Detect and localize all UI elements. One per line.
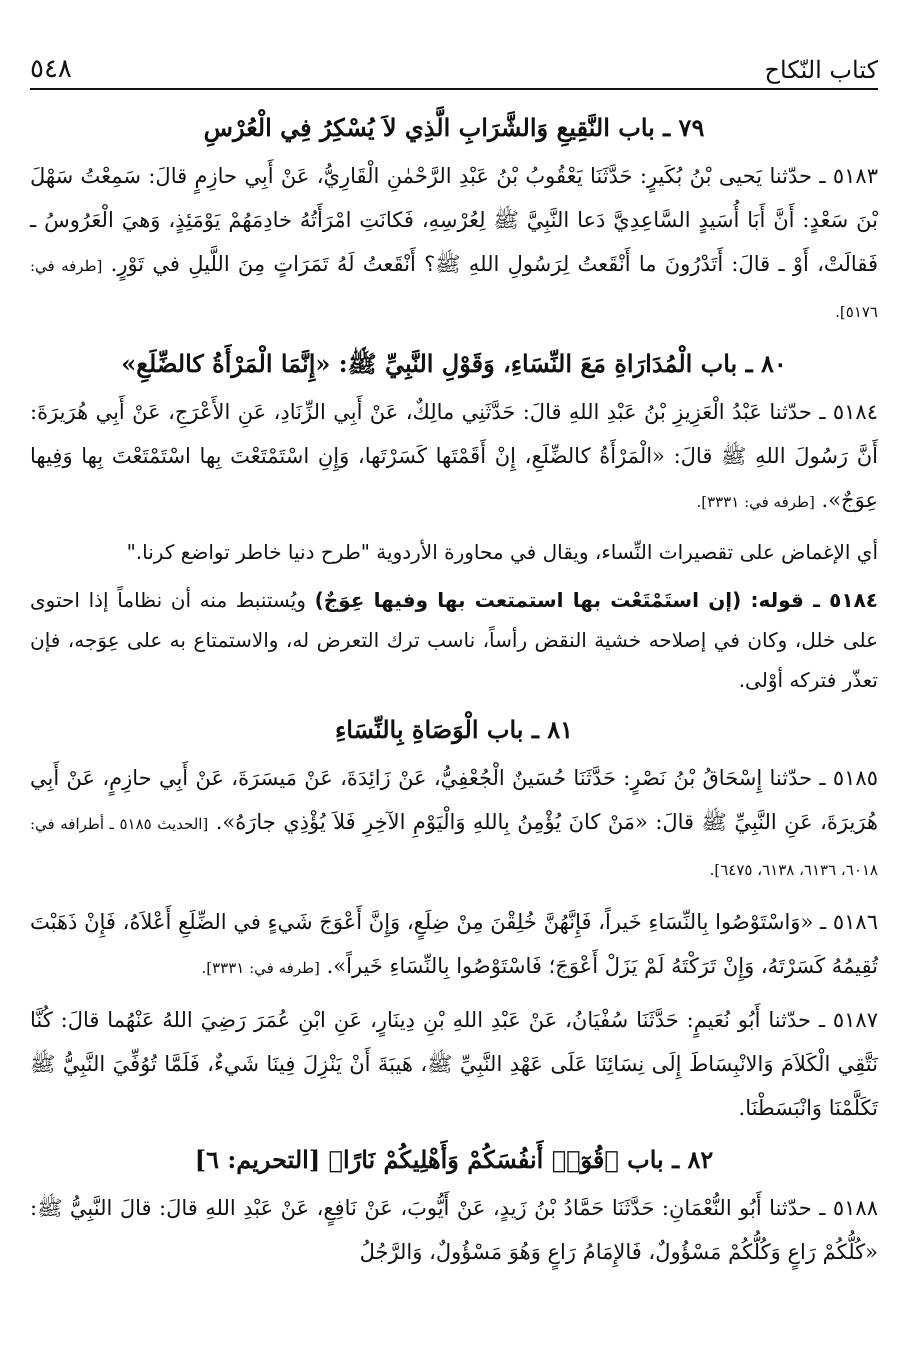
chapter-heading: ٨٢ ـ باب ﴿قُوٓا۟ أَنفُسَكُمْ وَأَهْلِيكُمْ نَارًا﴾ [التحريم: ٦] [194,1145,714,1174]
hadith-text: ٥١٨٤ ـ حدّثنا عَبْدُ الْعَزِيزِ بْنُ عَبْدِ اللهِ قالَ: حَدَّثَنِي مالِكٌ، عَنْ أَبِي الزِّنَادِ، عَنِ الأَعْرَجِ، عَنْ أَبِي هُرَيرَةَ: أَنَّ رَسُولَ اللهِ ﷺ قالَ: «الْمَرْأَةُ كالضِّلَعِ، إِنْ أَقَمْتَها كَسَرْتَها، وَإِنِ اسْتَمْتَعْتَ بِها اسْتَمْتَعْتَ بِها وَفِيها عِوَجٌ». [30,400,878,512]
chapter-heading: ٨١ ـ باب الْوَصَاةِ بِالنِّسَاءِ [334,715,574,744]
commentary-paragraph [30,532,878,572]
commentary-lemma: ٥١٨٤ ـ قوله: (إن استَمْتَعْت بها استمتعت بها وفيها عِوَجٌ) [314,588,878,612]
page-number: ٥٤٨ [30,54,72,84]
chapter-heading: ٨٠ ـ باب الْمُدَارَاةِ مَعَ النِّسَاءِ، وَقَوْلِ النَّبِيِّ ﷺ: «إِنَّمَا الْمَرْأَةُ كالضِّلَعِ» [121,349,787,378]
page-body [30,100,878,1359]
page-header [30,48,878,90]
hadith-paragraph [30,756,878,892]
cross-reference: [طرفه في: ٣٣٣١]. [201,959,320,977]
commentary-paragraph [30,580,878,700]
book-title: كتاب النّكاح [764,56,878,84]
cross-reference: [طرفه في: ٥١٧٦]. [30,257,878,321]
hadith-text: ٥١٨٣ ـ حدّثنا يَحيى بْنُ بُكَيرٍ: حَدَّثَنَا يَعْقُوبُ بْنُ عَبْدِ الرَّحْمٰنِ الْقَارِيُّ، عَنْ أَبِي حازِمٍ قالَ: سَمِعْتُ سَهْلَ بْنَ سَعْدٍ: أَنَّ أَبَا أُسَيدٍ السَّاعِدِيَّ دَعا النَّبِيَّ ﷺ لِعُرْسِهِ، فَكانَتِ امْرَأَتُهُ خادِمَهُمْ يَوْمَئِذٍ، وَهيَ الْعَرُوسُ ـ فَقالَتْ، أَوْ ـ قالَ: أَتَدْرُونَ ما أَنْقَعتُ لِرَسُولِ اللهِ ﷺ؟ أَنْقَعتُ لَهُ تَمَرَاتٍ مِنَ اللَّيلِ في تَوْرٍ. [30,164,878,276]
commentary-text: ويُستنبط منه أن نظاماً إذا احتوى على خلل، وكان في إصلاحه خشية النقض رأساً، ناسب ترك التعرض له، والاستمتاع به على عِوَجه، فإن تعذّر فتركه أوْلى. [30,588,878,692]
hadith-paragraph [30,900,878,990]
chapter-heading: ٧٩ ـ باب النَّقِيعِ وَالشَّرَابِ الَّذِي لاَ يُسْكِرُ فِي الْعُرْسِ [203,113,705,142]
hadith-text: ٥١٨٦ ـ «وَاسْتَوْصُوا بِالنِّسَاءِ خَيراً، فَإِنَّهُنَّ خُلِقْنَ مِنْ ضِلَعٍ، وَإِنَّ أَعْوَجَ شَيءٍ في الضِّلَعِ أَعْلاَهُ، فَإِنْ ذَهَبْتَ تُقِيمُهُ كَسَرْتَهُ، وَإِنْ تَرَكْتَهُ لَمْ يَزَلْ أَعْوَجَ؛ فَاسْتَوْصُوا بِالنِّسَاءِ خَيراً». [30,910,878,978]
cross-reference: [الحديث ٥١٨٥ ـ أطرافه في: ٦٠١٨، ٦١٣٦، ٦١٣٨، ٦٤٧٥]. [30,815,878,879]
commentary-text: أي الإغماض على تقصيرات النِّساء، ويقال في محاورة الأردوية "طرح دنيا خاطر تواضع كرنا." [126,540,878,564]
hadith-paragraph [30,390,878,524]
hadith-text: ٥١٨٧ ـ حدّثنا أَبُو نُعَيمٍ: حَدَّثَنَا سُفْيَانُ، عَنْ عَبْدِ اللهِ بْنِ دِينَارٍ، عَنِ ابْنِ عُمَرَ رَضِيَ اللهُ عَنْهُما قالَ: كُنَّا نَتَّقِي الْكَلاَمَ وَالانْبِسَاطَ إِلَى نِسَائِنَا عَلَى عَهْدِ النَّبِيِّ ﷺ، هَيبَةَ أَنْ يَنْزِلَ فِينَا شَيءٌ، فَلَمَّا تُوُفِّيَ النَّبِيُّ ﷺ تَكَلَّمْنَا وَانْبَسَطْنَا. [30,1008,878,1120]
hadith-paragraph [30,998,878,1130]
hadith-paragraph [30,154,878,334]
hadith-text: ٥١٨٨ ـ حدّثنا أَبُو النُّعْمَانِ: حَدَّثَنَا حَمَّادُ بْنُ زَيدٍ، عَنْ أَيُّوبَ، عَنْ نَافِعٍ، عَنْ عَبْدِ اللهِ قالَ: قالَ النَّبِيُّ ﷺ: «كُلُّكُمْ رَاعٍ وَكُلُّكُمْ مَسْؤُولٌ، فَالإِمَامُ رَاعٍ وَهُوَ مَسْؤُولٌ، وَالرَّجُلُ [30,1196,878,1264]
hadith-paragraph [30,1186,878,1274]
cross-reference: [طرفه في: ٣٣٣١]. [696,493,815,511]
hadith-text: ٥١٨٥ ـ حدّثنا إِسْحَاقُ بْنُ نَصْرٍ: حَدَّثَنَا حُسَينٌ الْجُعْفِيُّ، عَنْ زَائِدَةَ، عَنْ مَيسَرَةَ، عَنْ أَبِي حازِمٍ، عَنْ أَبِي هُرَيرَةَ، عَنِ النَّبِيِّ ﷺ قالَ: «مَنْ كانَ يُؤْمِنُ بِاللهِ وَالْيَوْمِ الآخِرِ فَلاَ يُؤْذِي جارَهُ». [30,766,878,834]
